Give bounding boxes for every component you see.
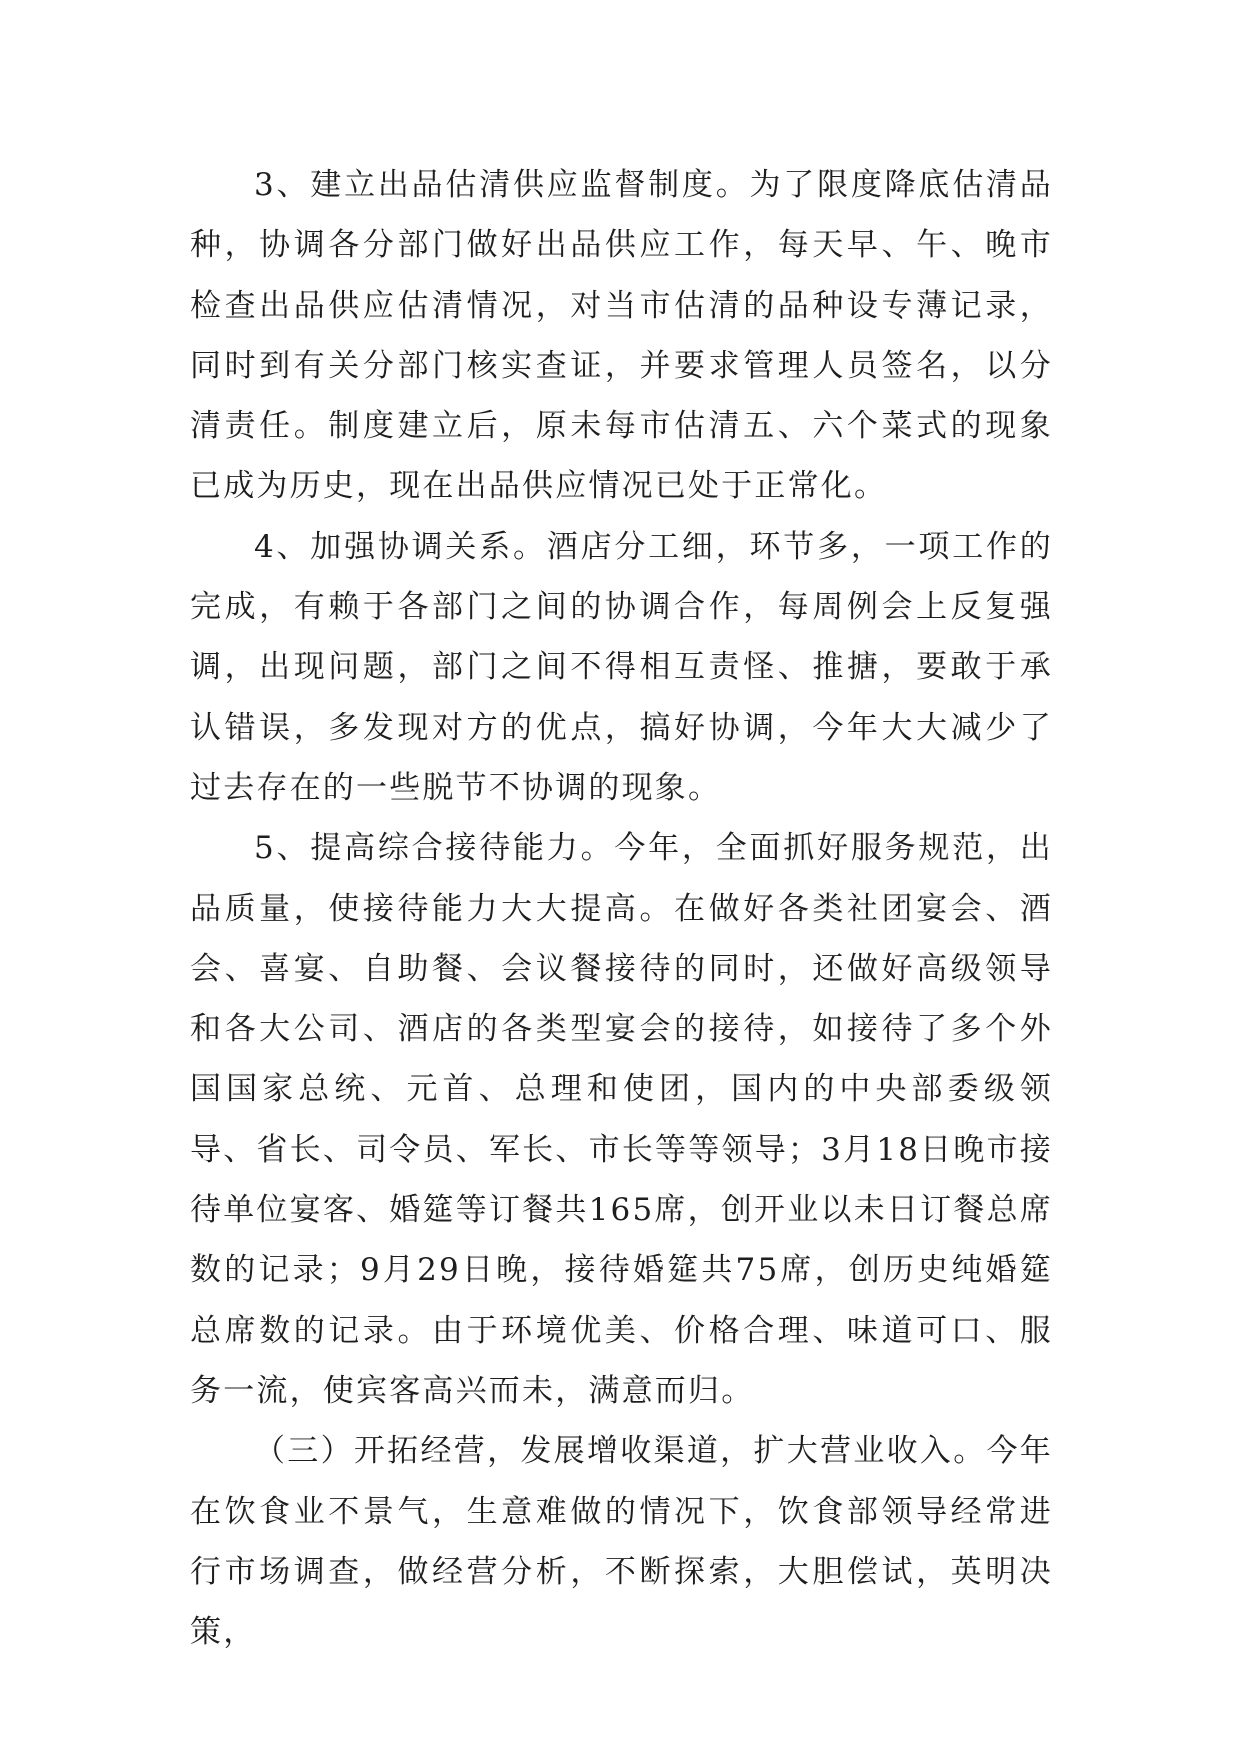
paragraph-reception-capacity: 5、提高综合接待能力。今年，全面抓好服务规范，出品质量，使接待能力大大提高。在做好各类社团宴会、酒会、喜宴、自助餐、会议餐接待的同时，还做好高级领导和各大公司、酒店的各类型宴会的接待，如接待了多个外国国家总统、元首、总理和使团，国内的中央部委级领导、省长、司令员、军长、市长等等领导；3月18日晚市接待单位宴客、婚筵等订餐共165席，创开业以未日订餐总席数的记录；9月29日晚，接待婚筵共75席，创历史纯婚筵总席数的记录。由于环境优美、价格合理、味道可口、服务一流，使宾客高兴而未，满意而归。 (190, 830, 1053, 1409)
paragraph-supply-supervision: 3、建立出品估清供应监督制度。为了限度降底估清品种，协调各分部门做好出品供应工作，每天早、午、晚市检查出品供应估清情况，对当市估清的品种设专薄记录，同时到有关分部门核实查证，并要求管理人员签名，以分清责任。制度建立后，原未每市估清五、六个菜式的现象已成为历史，现在出品供应情况已处于正常化。 (190, 167, 1053, 505)
document-body (190, 155, 1053, 1662)
paragraph-coordination: 4、加强协调关系。酒店分工细，环节多，一项工作的完成，有赖于各部门之间的协调合作，每周例会上反复强调，出现问题，部门之间不得相互责怪、推搪，要敢于承认错误，多发现对方的优点，搞好协调，今年大大减少了过去存在的一些脱节不协调的现象。 (190, 528, 1053, 806)
paragraph-business-expansion: （三）开拓经营，发展增收渠道，扩大营业收入。今年在饮食业不景气，生意难做的情况下，饮食部领导经常进行市场调查，做经营分析，不断探索，大胆偿试，英明决策， (190, 1433, 1053, 1651)
